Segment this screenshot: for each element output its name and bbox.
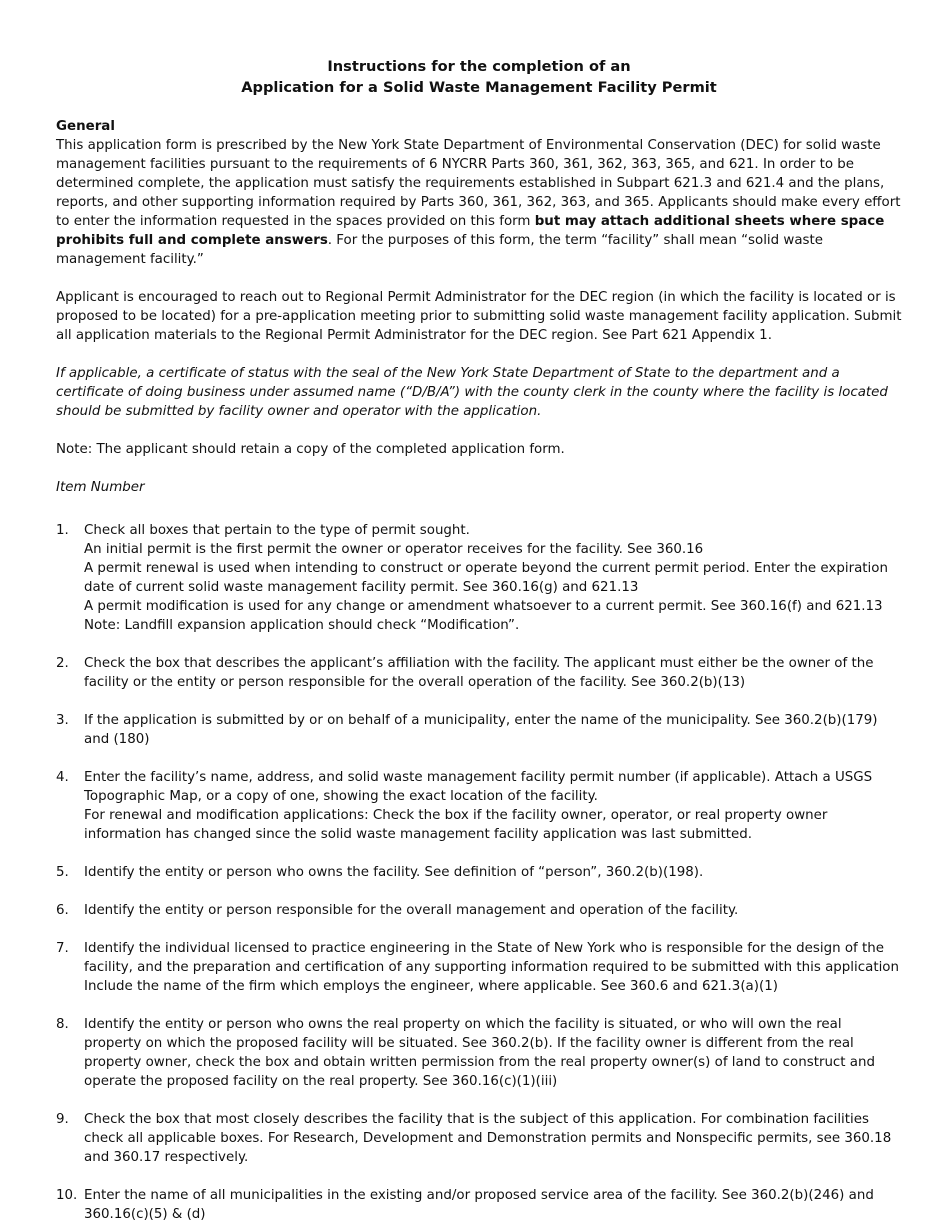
item-number-label: Item Number xyxy=(56,480,145,495)
item-number: 9. xyxy=(56,1112,69,1127)
title-line-2: Application for a Solid Waste Management Facility Permit xyxy=(241,79,717,96)
item-text-line: Enter the name of all municipalities in the existing and/or proposed service area of the facility. See 360.2(b)(246) and 360.16(c)(5) & (d) xyxy=(84,1188,874,1222)
general-paragraph-2: Applicant is encouraged to reach out to Regional Permit Administrator for the DEC region (in which the facility is located or is proposed to be located) for a pre-application meeting prior to submitting solid waste management facility application. Submit all application materials to the Regional Permit Administrator for the DEC region. See Part 621 Appendix 1. xyxy=(56,290,902,343)
general-paragraph-1-end: . For the purposes of this form, the term “facility” shall mean “solid waste management facility.” xyxy=(56,233,824,267)
item-number: 4. xyxy=(56,770,69,785)
item-text-line: A permit modification is used for any change or amendment whatsoever to a current permit. See 360.16(f) and 621.13 xyxy=(84,599,883,614)
instruction-item xyxy=(56,711,902,749)
item-text-line: Check the box that most closely describes the facility that is the subject of this application. For combination facilities check all applicable boxes. For Research, Development and Demonstration permits and Nonspecific permits, see 360.18 and 360.17 respectively. xyxy=(84,1112,892,1165)
item-number: 5. xyxy=(56,865,69,880)
item-text-line: Identify the entity or person who owns the real property on which the facility is situated, or who will own the real property on which the proposed facility will be situated. See 360.2(b). If the facility owner is different from the real property owner, check the box and obtain written permission from the real property owner(s) of land to construct and operate the proposed facility on the real property. See 360.16(c)(1)(iii) xyxy=(84,1017,875,1089)
instruction-item xyxy=(56,863,902,882)
instruction-item xyxy=(56,939,902,996)
item-text-line: Enter the facility’s name, address, and solid waste management facility permit number (if applicable). Attach a USGS Topographic Map, or a copy of one, showing the exact location of the facility. xyxy=(84,770,873,804)
item-number: 3. xyxy=(56,713,69,728)
item-text-line: If the application is submitted by or on behalf of a municipality, enter the name of the municipality. See 360.2(b)(179) and (180) xyxy=(84,713,878,747)
instruction-item xyxy=(56,1015,902,1091)
item-text-line: Identify the entity or person who owns the facility. See definition of “person”, 360.2(b)(198). xyxy=(84,865,704,880)
item-text-line: An initial permit is the first permit the owner or operator receives for the facility. See 360.16 xyxy=(84,542,704,557)
item-number: 2. xyxy=(56,656,69,671)
general-paragraph-1-text: This application form is prescribed by the New York State Department of Environmental Conservation (DEC) for solid waste management facilities pursuant to the requirements of 6 NYCRR Parts 360, 361, 362, 363, 365, and 621. In order to be determined complete, the application must satisfy the requirements established in Subpart 621.3 and 621.4 and the plans, reports, and other supporting information required by Parts 360, 361, 362, 363, and 365. Applicants should make every effort to enter the information requested in the spaces provided on this form xyxy=(56,138,901,229)
item-text-line: Identify the individual licensed to practice engineering in the State of New York who is responsible for the design of the facility, and the preparation and certification of any supporting information required to be submitted with this application Include the name of the firm which employs the engineer, where applicable. See 360.6 and 621.3(a)(1) xyxy=(84,941,899,994)
instruction-item xyxy=(56,1110,902,1167)
document-title xyxy=(56,56,902,98)
retain-copy-note: Note: The applicant should retain a copy of the completed application form. xyxy=(56,442,565,457)
title-line-1: Instructions for the completion of an xyxy=(327,58,631,75)
instruction-item xyxy=(56,768,902,844)
item-text-line: Check all boxes that pertain to the type of permit sought. xyxy=(84,523,470,538)
item-number: 6. xyxy=(56,903,69,918)
general-paragraph-1-emphasis: but may attach additional sheets where space prohibits full and complete answers xyxy=(56,214,885,248)
instruction-item xyxy=(56,654,902,692)
instruction-item xyxy=(56,901,902,920)
item-text-line: A permit renewal is used when intending to construct or operate beyond the current permit period. Enter the expiration date of current solid waste management facility permit. See 360.16(g) and 621.13 xyxy=(84,561,888,595)
item-text-line: For renewal and modification applications: Check the box if the facility owner, operator, or real property owner information has changed since the solid waste management facility application was last submitted. xyxy=(84,808,828,842)
item-number: 1. xyxy=(56,523,69,538)
item-text-line: Identify the entity or person responsible for the overall management and operation of the facility. xyxy=(84,903,739,918)
instruction-item xyxy=(56,1186,902,1224)
general-paragraph-3: If applicable, a certificate of status with the seal of the New York State Department of State to the department and a certificate of doing business under assumed name (“D/B/A”) with the county clerk in the county where the facility is located should be submitted by facility owner and operator with the application. xyxy=(56,366,888,419)
instruction-item xyxy=(56,521,902,635)
general-heading: General xyxy=(56,119,115,134)
item-number: 10. xyxy=(56,1188,78,1203)
item-number: 8. xyxy=(56,1017,69,1032)
item-text-line: Note: Landfill expansion application should check “Modification”. xyxy=(84,618,520,633)
general-paragraph-1 xyxy=(56,136,902,269)
item-number: 7. xyxy=(56,941,69,956)
item-text-line: Check the box that describes the applicant’s affiliation with the facility. The applicant must either be the owner of the facility or the entity or person responsible for the overall operation of the facility. See 360.2(b)(13) xyxy=(84,656,874,690)
instruction-items-list xyxy=(56,521,902,1224)
